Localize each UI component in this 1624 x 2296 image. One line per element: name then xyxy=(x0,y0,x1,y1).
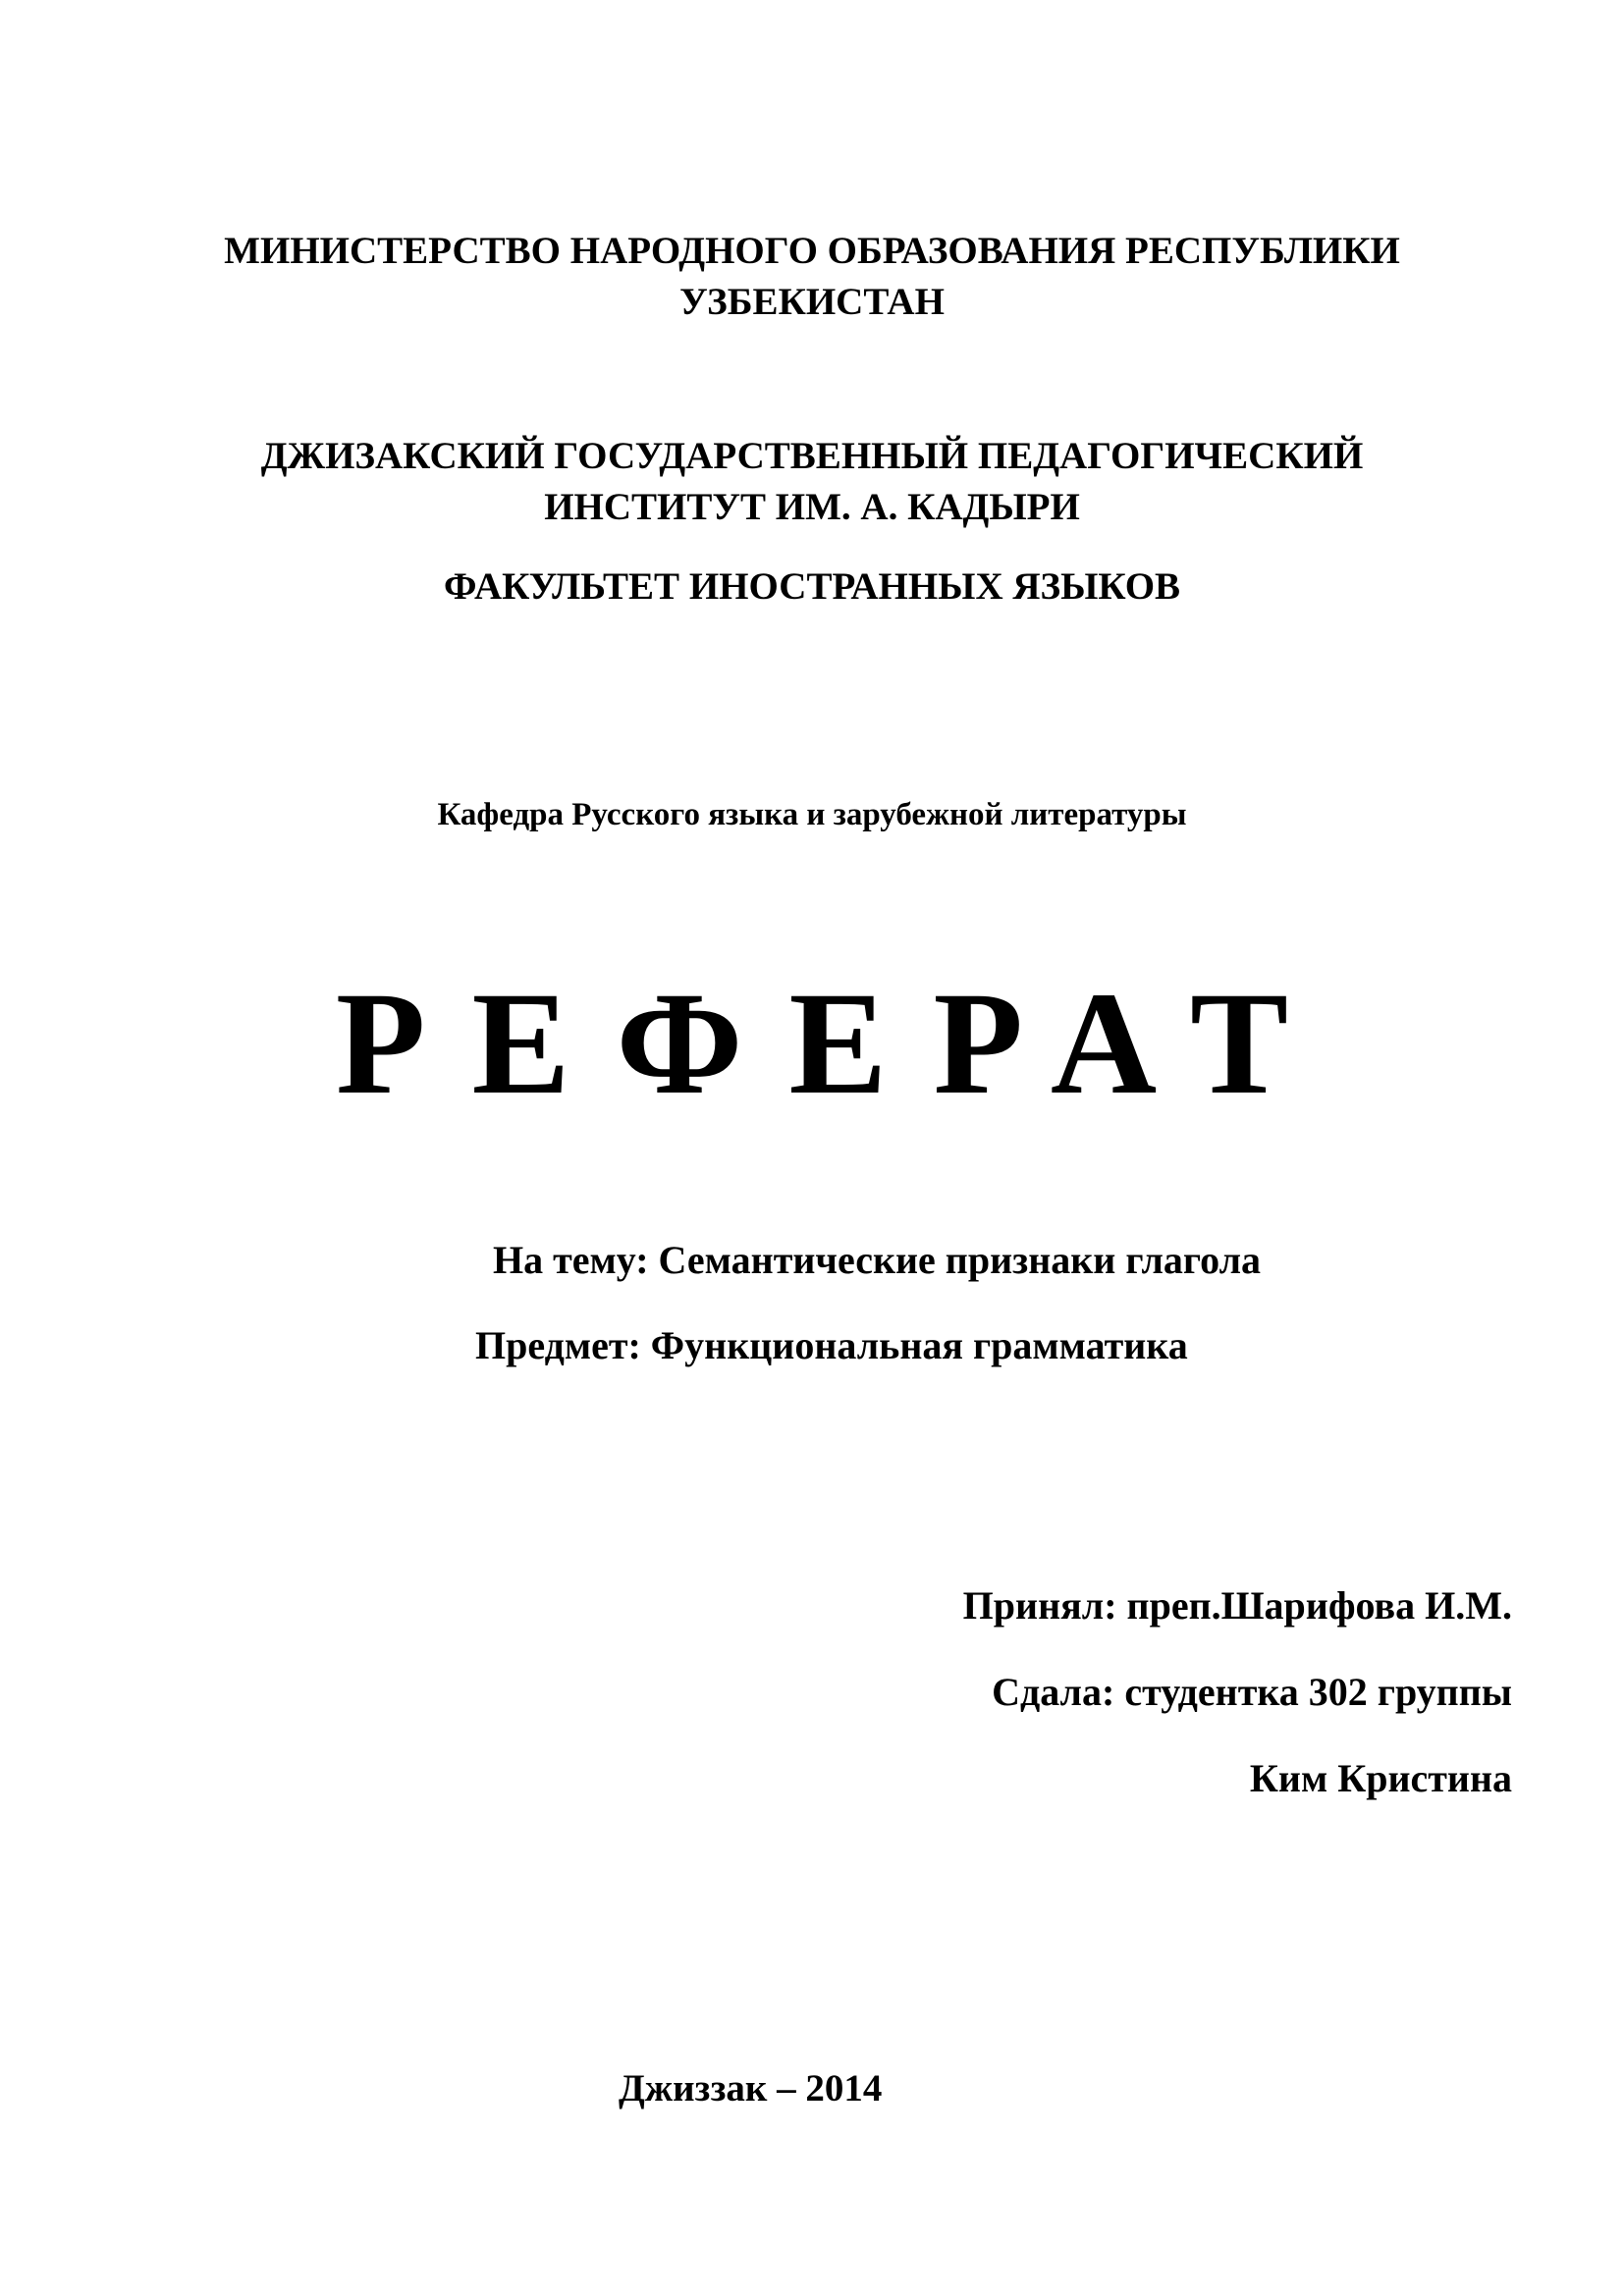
submitted-by: Сдала: студентка 302 группы xyxy=(992,1670,1512,1714)
document-title: РЕФЕРАТ xyxy=(335,962,1335,1125)
accepted-by: Принял: преп.Шарифова И.М. xyxy=(962,1583,1512,1628)
place-and-year: Джиззак – 2014 xyxy=(619,2067,883,2109)
subject-line: Предмет: Функциональная грамматика xyxy=(475,1323,1188,1367)
topic-line: На тему: Семантические признаки глагола xyxy=(493,1238,1262,1282)
faculty-name: ФАКУЛЬТЕТ ИНОСТРАННЫХ ЯЗЫКОВ xyxy=(443,565,1181,608)
institute-line-1: ДЖИЗАКСКИЙ ГОСУДАРСТВЕННЫЙ ПЕДАГОГИЧЕСКИЙ xyxy=(260,435,1364,477)
ministry-line-1: МИНИСТЕРСТВО НАРОДНОГО ОБРАЗОВАНИЯ РЕСПУБЛИКИ xyxy=(224,230,1400,272)
department-name: Кафедра Русского языка и зарубежной литературы xyxy=(437,797,1187,832)
institute-line-2: ИНСТИТУТ ИМ. А. КАДЫРИ xyxy=(544,486,1080,528)
student-name: Ким Кристина xyxy=(1249,1756,1512,1800)
ministry-line-2: УЗБЕКИСТАН xyxy=(679,281,945,323)
